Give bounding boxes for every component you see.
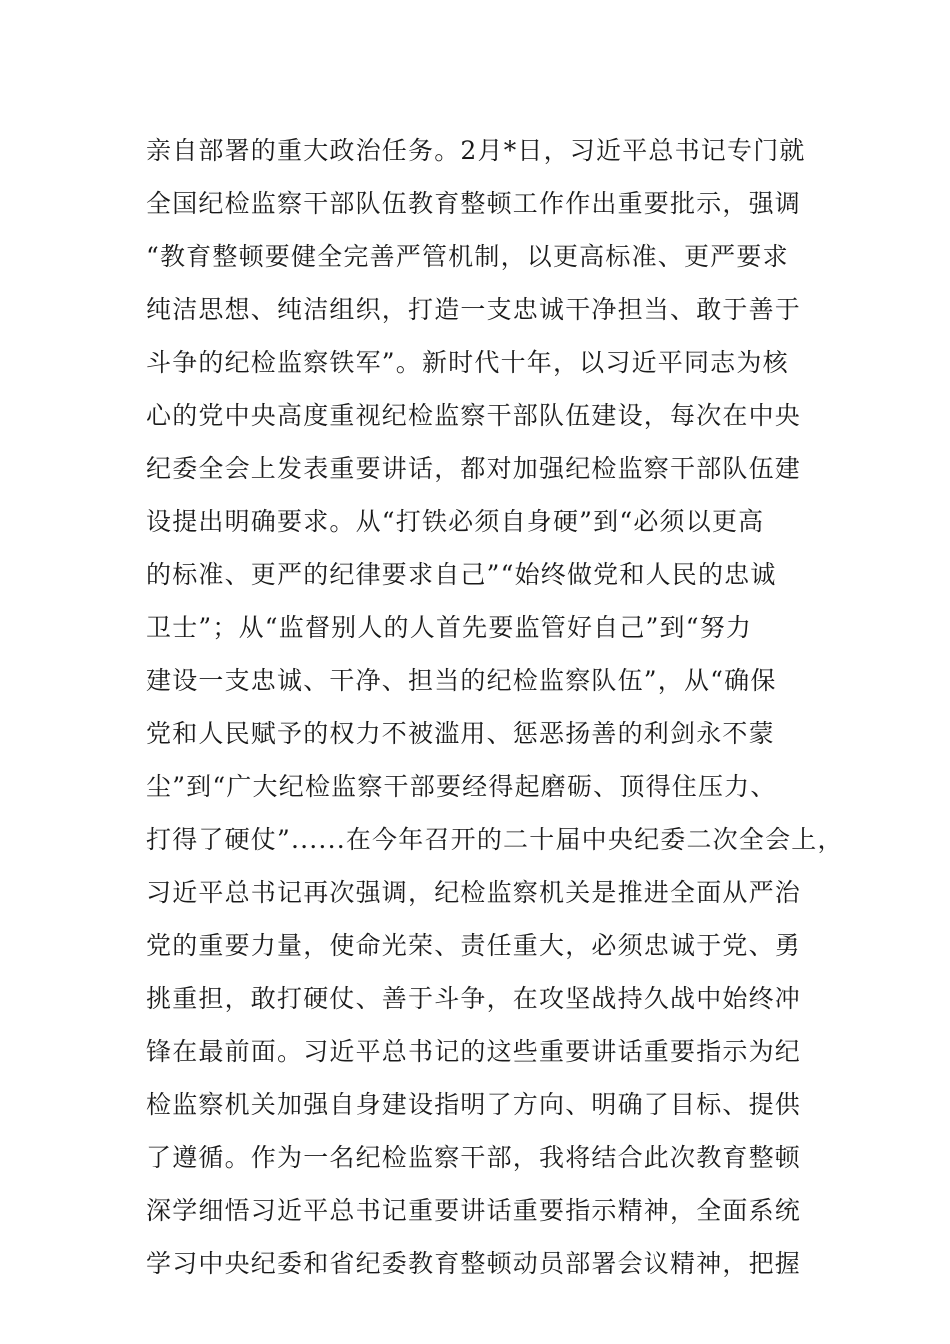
text-line: 挑重担，敢打硬仗、善于斗争，在攻坚战持久战中始终冲 <box>146 984 802 1013</box>
text-line: 全国纪检监察干部队伍教育整顿工作作出重要批示，强调 <box>146 189 802 218</box>
text-line: 打得了硬仗”......在今年召开的二十届中央纪委二次全会上， <box>146 825 844 854</box>
text-line: 党的重要力量，使命光荣、责任重大，必须忠诚于党、勇 <box>146 931 802 960</box>
text-line: 了遵循。作为一名纪检监察干部，我将结合此次教育整顿 <box>146 1143 802 1172</box>
text-line: 的标准、更严的纪律要求自己”“始终做党和人民的忠诚 <box>146 560 777 589</box>
text-line: 党和人民赋予的权力不被滥用、惩恶扬善的利剑永不蒙 <box>146 719 775 748</box>
text-line: 纯洁思想、纯洁组织，打造一支忠诚干净担当、敢于善于 <box>146 295 802 324</box>
text-line: 纪委全会上发表重要讲话，都对加强纪检监察干部队伍建 <box>146 454 802 483</box>
text-line: 学习中央纪委和省纪委教育整顿动员部署会议精神，把握 <box>146 1249 802 1278</box>
text-line: 亲自部署的重大政治任务。2月*日，习近平总书记专门就 <box>146 136 806 165</box>
text-line: “教育整顿要健全完善严管机制，以更高标准、更严要求 <box>146 242 789 271</box>
text-line: 锋在最前面。习近平总书记的这些重要讲话重要指示为纪 <box>146 1037 802 1066</box>
text-line: 尘”到“广大纪检监察干部要经得起磨砺、顶得住压力、 <box>146 772 777 801</box>
text-line: 设提出明确要求。从“打铁必须自身硬”到“必须以更高 <box>146 507 765 536</box>
text-line: 斗争的纪检监察铁军”。新时代十年，以习近平同志为核 <box>146 348 789 377</box>
text-line: 心的党中央高度重视纪检监察干部队伍建设，每次在中央 <box>146 401 802 430</box>
body-paragraph <box>146 124 846 1290</box>
text-line: 建设一支忠诚、干净、担当的纪检监察队伍”，从“确保 <box>146 666 777 695</box>
text-line: 卫士”；从“监督别人的人首先要监管好自己”到“努力 <box>146 613 753 642</box>
text-line: 深学细悟习近平总书记重要讲话重要指示精神，全面系统 <box>146 1196 802 1225</box>
text-line: 检监察机关加强自身建设指明了方向、明确了目标、提供 <box>146 1090 802 1119</box>
text-line: 习近平总书记再次强调，纪检监察机关是推进全面从严治 <box>146 878 802 907</box>
